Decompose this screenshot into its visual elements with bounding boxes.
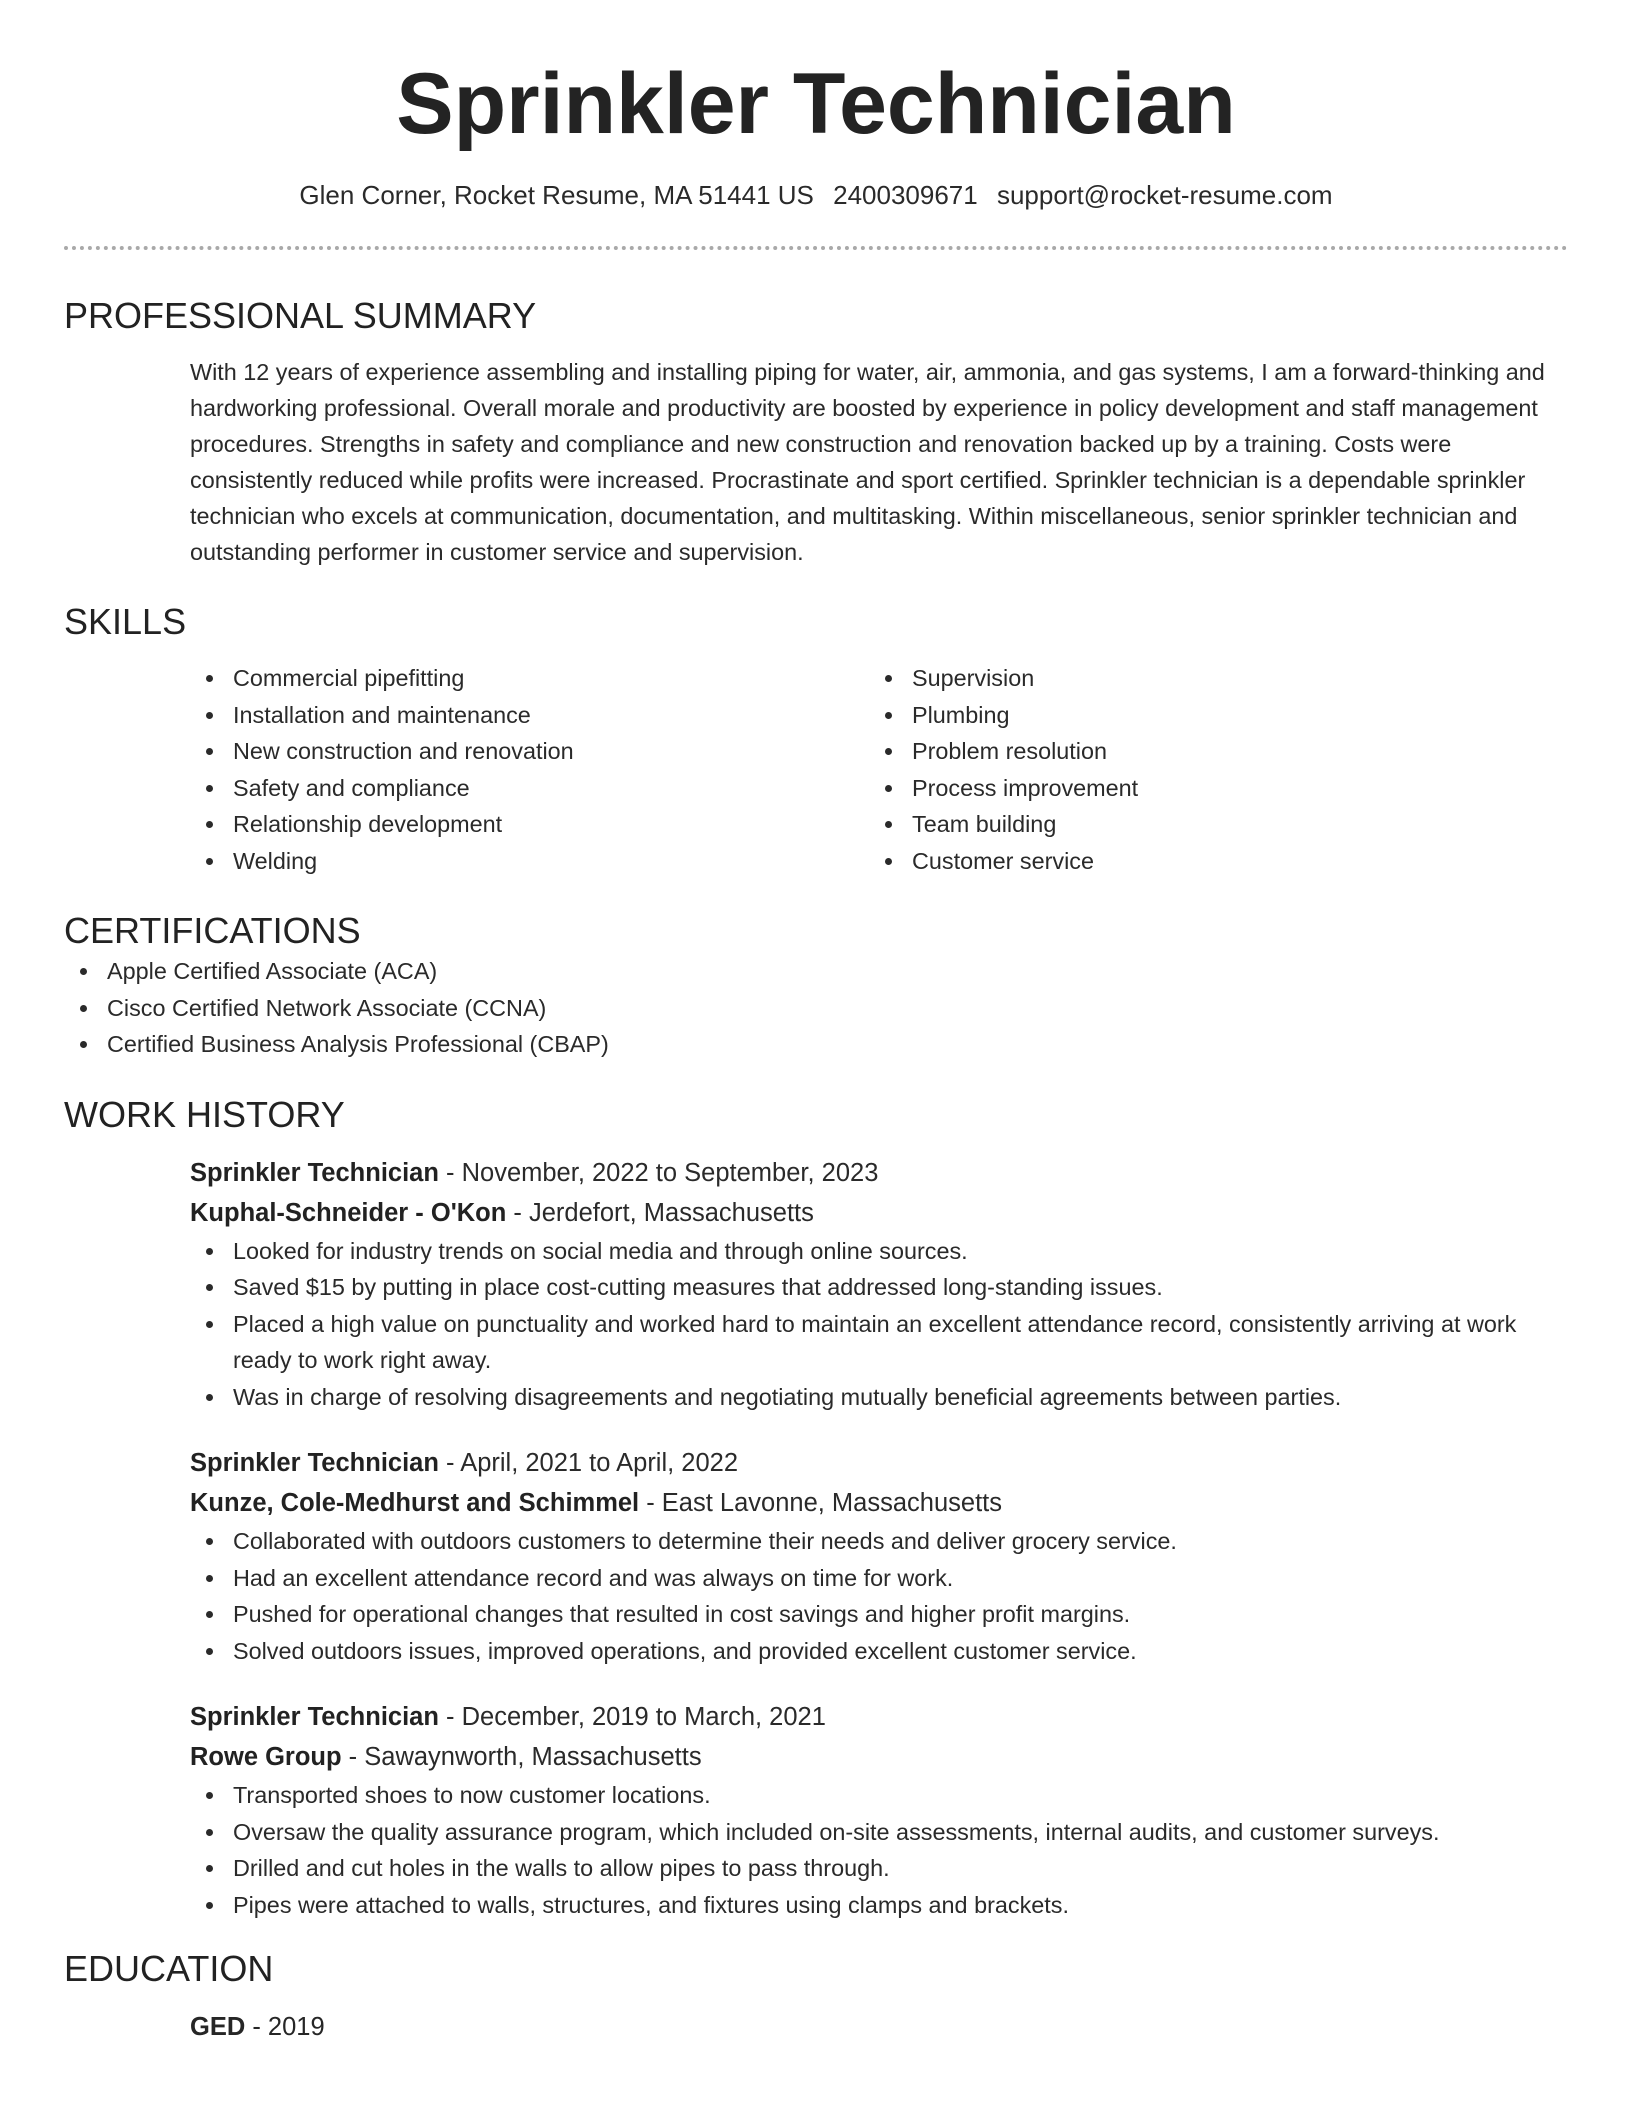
section-professional-summary [64,294,1568,570]
job-title-line [190,1443,1568,1483]
contact-phone: 2400309671 [833,180,978,210]
skill-item: Installation and maintenance [190,697,869,734]
section-title-certifications: CERTIFICATIONS [64,910,361,951]
job-bullet: Drilled and cut holes in the walls to allow pipes to pass through. [190,1850,1568,1887]
job-company: Kunze, Cole-Medhurst and Schimmel [190,1489,640,1517]
skill-item: Team building [869,806,1548,843]
skills-list-left [190,660,869,879]
job-bullets [190,1233,1568,1416]
job-company: Rowe Group [190,1743,342,1771]
education-degree: GED [190,2013,246,2041]
section-title-education: EDUCATION [64,1948,274,1989]
certification-item: Cisco Certified Network Associate (CCNA) [64,990,1568,1027]
job-role: Sprinkler Technician [190,1703,439,1731]
certification-item: Certified Business Analysis Professional (CBAP) [64,1026,1568,1063]
skill-item: Commercial pipefitting [190,660,869,697]
contact-address: Glen Corner, Rocket Resume, MA 51441 US [299,180,814,210]
job-bullets [190,1523,1568,1669]
job-company-line [190,1483,1568,1523]
job-bullet: Saved $15 by putting in place cost-cutting measures that addressed long-standing issues. [190,1269,1568,1306]
job-dates: - November, 2022 to September, 2023 [438,1158,879,1187]
job-bullet: Pipes were attached to walls, structures, and fixtures using clamps and brackets. [190,1887,1568,1924]
job-location: - Jerdefort, Massachusetts [506,1198,814,1227]
skill-item: Plumbing [869,697,1548,734]
job-dates: - April, 2021 to April, 2022 [438,1449,739,1477]
job-bullet: Looked for industry trends on social media and through online sources. [190,1233,1568,1270]
job-bullets [190,1777,1568,1923]
education-entry [190,2007,1568,2047]
job-role: Sprinkler Technician [190,1158,439,1187]
skill-item: Process improvement [869,770,1548,807]
resume-name: Sprinkler Technician [396,56,1236,152]
certifications-list [64,953,1568,1063]
contact-email: support@rocket-resume.com [996,180,1333,210]
section-certifications [64,909,1568,1063]
skill-item: Relationship development [190,806,869,843]
job-bullet: Collaborated with outdoors customers to determine their needs and deliver grocery service. [190,1523,1568,1560]
section-title-skills: SKILLS [64,601,187,642]
skill-item: New construction and renovation [190,733,869,770]
skill-item: Safety and compliance [190,770,869,807]
summary-text: With 12 years of experience assembling and installing piping for water, air, ammonia, and gas systems, I am a forward-thinking and hardworking professional. Overall morale and productivity are boosted by experience in policy development and staff management procedures. Strengths in safety and compliance and new construction and renovation backed up by a training. Costs were consistently reduced while profits were increased. Procrastinate and sport certified. Sprinkler technician is a dependable sprinkler technician who excels at communication, documentation, and multitasking. Within miscellaneous, senior sprinkler technician and outstanding performer in customer service and supervision. [190,359,1545,565]
header-divider [64,246,1568,250]
job-location: - East Lavonne, Massachusetts [639,1489,1002,1517]
job-bullet: Had an excellent attendance record and was always on time for work. [190,1560,1568,1597]
job-bullet: Pushed for operational changes that resulted in cost savings and higher profit margins. [190,1596,1568,1633]
section-education [64,1947,1568,2047]
section-title-summary: PROFESSIONAL SUMMARY [64,295,537,336]
skill-item: Customer service [869,843,1548,880]
job-company: Kuphal-Schneider - O'Kon [190,1198,507,1227]
section-work-history [64,1093,1568,1924]
education-year: - 2019 [245,2013,325,2041]
resume-page [64,0,1568,2047]
job-bullet: Placed a high value on punctuality and worked hard to maintain an excellent attendance record, consistently arriving at work ready to work right away. [190,1306,1568,1379]
contact-line [64,178,1568,212]
job-company-line [190,1737,1568,1777]
job-dates: - December, 2019 to March, 2021 [438,1703,826,1731]
job-entry [190,1153,1568,1416]
skill-item: Welding [190,843,869,880]
job-bullet: Solved outdoors issues, improved operations, and provided excellent customer service. [190,1633,1568,1670]
skills-columns [190,660,1568,879]
job-company-line [190,1193,1568,1233]
skill-item: Problem resolution [869,733,1548,770]
job-bullet: Oversaw the quality assurance program, which included on-site assessments, internal audits, and customer surveys. [190,1814,1568,1851]
section-title-work-history: WORK HISTORY [64,1093,345,1135]
job-bullet: Transported shoes to now customer locations. [190,1777,1568,1814]
job-title-line [190,1153,1568,1193]
job-entry [190,1443,1568,1669]
job-bullet: Was in charge of resolving disagreements and negotiating mutually beneficial agreements between parties. [190,1379,1568,1416]
job-role: Sprinkler Technician [190,1449,439,1477]
skill-item: Supervision [869,660,1548,697]
skills-list-right [869,660,1548,879]
job-entry [190,1697,1568,1923]
job-location: - Sawaynworth, Massachusetts [341,1743,702,1771]
job-title-line [190,1697,1568,1737]
section-skills [64,600,1568,879]
certification-item: Apple Certified Associate (ACA) [64,953,1568,990]
